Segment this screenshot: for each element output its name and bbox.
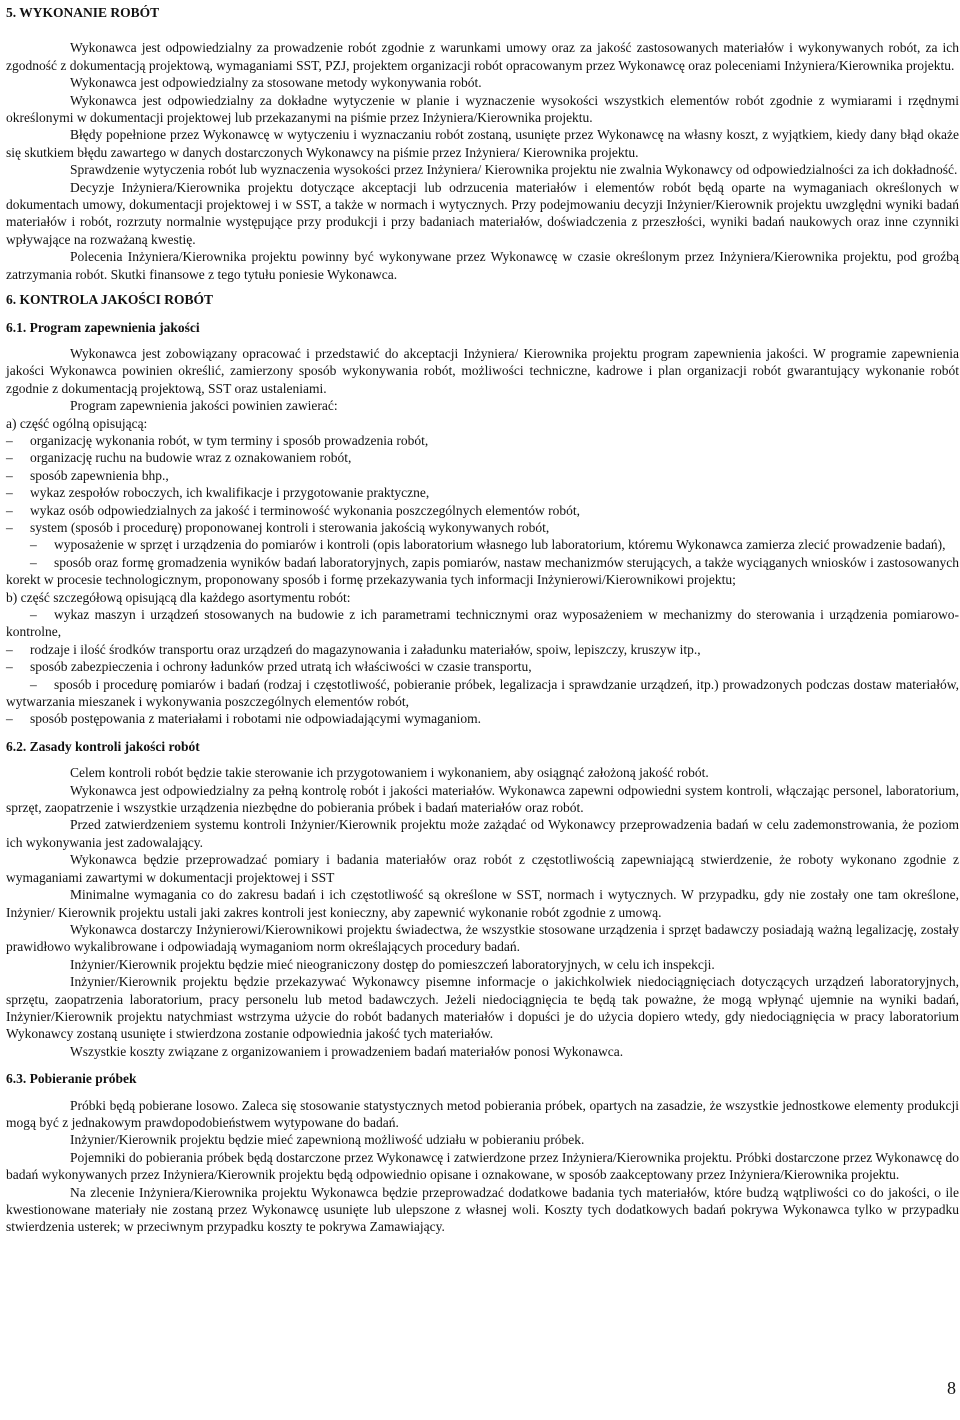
- list-item: – wykaz osób odpowiedzialnych za jakość i terminowość wykonania poszczególnych elementów robót,: [6, 502, 959, 519]
- paragraph: Decyzje Inżyniera/Kierownika projektu dotyczące akceptacji lub odrzucenia materiałów i elementów robót będą oparte na wymaganiach określonych w dokumentach umowy, dokumentacji projektowej i w SST, a także w normach i wytycznych. Przy podejmowaniu decyzji Inżynier/Kierownik projektu uwzględni wyniki badań materiałów i robót, rozrzuty normalnie występujące przy produkcji i przy badaniach materiałów, doświadczenia z przeszłości, wyniki badań naukowych oraz inne czynniki wpływające na rozważaną kwestię.: [6, 179, 959, 247]
- paragraph: Przed zatwierdzeniem systemu kontroli Inżynier/Kierownik projektu może zażądać od Wykonawcy przeprowadzenia badań w celu zademonstrowania, że poziom ich wykonywania jest zadowalający.: [6, 817, 959, 850]
- list-item: – rodzaje i ilość środków transportu oraz urządzeń do magazynowania i załadunku materiałów, spoiw, lepiszczy, kruszyw itp.,: [6, 641, 959, 658]
- subsection-6-3-heading: 6.3. Pobieranie próbek: [6, 1071, 137, 1087]
- subsection-6-1-heading: 6.1. Program zapewnienia jakości: [6, 319, 200, 335]
- subsection-6-2-heading: 6.2. Zasady kontroli jakości robót: [6, 738, 200, 754]
- paragraph: Błędy popełnione przez Wykonawcę w wytyczeniu i wyznaczaniu robót zostaną, usunięte przez Wykonawcę na własny koszt, z wyjątkiem, kiedy dany błąd okaże się skutkiem błędu zawartego w danych dostarczonych Wykonawcy na piśmie przez Inżyniera/ Kierownika projektu.: [6, 127, 959, 160]
- paragraph: Wykonawca jest odpowiedzialny za dokładne wytyczenie w planie i wyznaczenie wysokości wszystkich elementów robót zgodnie z wymiarami i rzędnymi określonymi w dokumentacji projektowej lub przekazanymi na piśmie przez Inżyniera/Kierownika projektu.: [6, 92, 959, 126]
- list-item: – organizację wykonania robót, w tym terminy i sposób prowadzenia robót,: [6, 432, 959, 449]
- page-number: 8: [947, 1378, 956, 1398]
- section-5-heading: 5. WYKONANIE ROBÓT: [6, 5, 160, 20]
- paragraph: Celem kontroli robót będzie takie sterowanie ich przygotowaniem i wykonaniem, aby osiągnąć założoną jakość robót.: [70, 765, 709, 781]
- paragraph: Na zlecenie Inżyniera/Kierownika projektu Wykonawca będzie przeprowadzać dodatkowe badania tych materiałów, które budzą wątpliwości co do jakości, o ile kwestionowane materiały nie zostaną przez Wykonawcę usunięte lub ulepszone z własnej woli. Koszty tych dodatkowych badań pokrywa Wykonawca tylko w przypadku stwierdzenia usterek; w przeciwnym przypadku koszty te pokrywa Zamawiający.: [6, 1184, 959, 1235]
- paragraph: Próbki będą pobierane losowo. Zaleca się stosowanie statystycznych metod pobierania próbek, opartych na zasadzie, że wszystkie jednostkowe elementy produkcji mogą być z jednakowym prawdopodobieństwem wytypowane do badań.: [6, 1097, 959, 1130]
- list-item: – sposób zabezpieczenia i ochrony ładunków przed utratą ich właściwości w czasie transportu,: [6, 658, 959, 675]
- paragraph: Minimalne wymagania co do zakresu badań i ich częstotliwość są określone w SST, normach i wytycznych. W przypadku, gdy nie zostały one tam określone, Inżynier/ Kierownik projektu ustali jaki zakres kontroli jest konieczny, aby zapewnić wykonanie robót zgodnie z umową.: [6, 887, 959, 920]
- list-heading-b: b) część szczegółową opisującą dla każdego asortymentu robót:: [6, 589, 351, 605]
- paragraph: Pojemniki do pobierania próbek będą dostarczone przez Wykonawcę i zatwierdzone przez Inżyniera/Kierownika projektu. Próbki dostarczone przez Wykonawcę do badań wykonywanych przez Inżyniera/Kierownik projektu będą odpowiednio opisane i oznakowane, w sposób zaakceptowany przez Inżyniera/Kierownika projektu.: [6, 1149, 959, 1183]
- list-heading-a: a) część ogólną opisującą:: [6, 415, 148, 431]
- paragraph: Wykonawca jest odpowiedzialny za pełną kontrolę robót i jakości materiałów. Wykonawca zapewni odpowiedni system kontroli, włączając personel, laboratorium, sprzęt, zaopatrzenie i wszystkie urządzenia niezbędne do pobierania próbek i badań materiałów oraz robót.: [6, 782, 959, 816]
- list-item: – sposób postępowania z materiałami i robotami nie odpowiadającymi wymaganiom.: [6, 710, 959, 727]
- paragraph: Inżynier/Kierownik projektu będzie przekazywać Wykonawcy pisemne informacje o jakichkolwiek niedociągnięciach dotyczących urządzeń laboratoryjnych, sprzętu, zaopatrzenia laboratorium, pracy personelu lub metod badawczych. Jeżeli niedociągnięcia te będą tak poważne, że mogą wpłynąć ujemnie na wyniki badań, Inżynier/Kierownik projektu natychmiast wstrzyma użycie do robót badanych materiałów i dopuści je do użycia dopiero wtedy, gdy niedociągnięcia w pracy laboratorium Wykonawcy zostaną usunięte i stwierdzona zostanie odpowiednia jakość tych materiałów.: [6, 974, 959, 1042]
- paragraph: Wykonawca jest odpowiedzialny za prowadzenie robót zgodnie z warunkami umowy oraz za jakość zastosowanych materiałów i wykonywanych robót, za ich zgodność z dokumentacją projektową, wymaganiami SST, PZJ, projektem organizacji robót opracowanym przez Wykonawcę oraz poleceniami Inżyniera/Kierownika projektu.: [6, 40, 959, 73]
- paragraph: Wykonawca będzie przeprowadzać pomiary i badania materiałów oraz robót z częstotliwością zapewniającą stwierdzenie, że roboty wykonano zgodnie z wymaganiami zawartymi w dokumentacji projektowej i SST: [6, 852, 959, 885]
- paragraph: Wszystkie koszty związane z organizowaniem i prowadzeniem badań materiałów ponosi Wykonawca.: [70, 1043, 624, 1059]
- list-item: – wykaz zespołów roboczych, ich kwalifikacje i przygotowanie praktyczne,: [6, 484, 959, 501]
- paragraph: Wykonawca jest odpowiedzialny za stosowane metody wykonywania robót.: [70, 75, 482, 91]
- list-item: – sposób oraz formę gromadzenia wyników badań laboratoryjnych, zapis pomiarów, nastaw mechanizmów sterujących, a także wyciąganych wniosków i zastosowanych korekt w procesie technologicznym, proponowany sposób i formę przekazywania tych informacji Inżynierowi/Kierownikowi projektu;: [6, 554, 959, 589]
- paragraph: Inżynier/Kierownik projektu będzie mieć zapewnioną możliwość udziału w pobieraniu próbek.: [70, 1132, 585, 1148]
- paragraph: Polecenia Inżyniera/Kierownika projektu powinny być wykonywane przez Wykonawcę w czasie określonym przez Inżyniera/Kierownika projektu, pod groźbą zatrzymania robót. Skutki finansowe z tego tytułu poniesie Wykonawca.: [6, 249, 959, 282]
- list-item: – sposób i procedurę pomiarów i badań (rodzaj i częstotliwość, pobieranie próbek, legalizacja i sprawdzanie urządzeń, itp.) prowadzonych podczas dostaw materiałów, wytwarzania mieszanek i wykonywania poszczególnych elementów robót,: [6, 676, 959, 711]
- paragraph: Inżynier/Kierownik projektu będzie mieć nieograniczony dostęp do pomieszczeń laboratoryjnych, w celu ich inspekcji.: [70, 956, 715, 972]
- paragraph: Wykonawca dostarczy Inżynierowi/Kierownikowi projektu świadectwa, że wszystkie stosowane urządzenia i sprzęt badawczy posiadają ważną legalizację, zostały prawidłowo wykalibrowane i odpowiadają wymaganiom norm określających procedury badań.: [6, 921, 959, 955]
- paragraph: Wykonawca jest zobowiązany opracować i przedstawić do akceptacji Inżyniera/ Kierownika projektu program zapewnienia jakości. W programie zapewnienia jakości Wykonawca powinien określić, zamierzony sposób wykonywania robót, możliwości techniczne, kadrowe i plan organizacji robót gwarantujący wykonanie robót zgodnie z dokumentacją projektową, SST oraz ustaleniami.: [6, 345, 959, 396]
- list-item: – organizację ruchu na budowie wraz z oznakowaniem robót,: [6, 449, 959, 466]
- list-item: – system (sposób i procedurę) proponowanej kontroli i sterowania jakością wykonywanych robót,: [6, 519, 959, 536]
- section-6-heading: 6. KONTROLA JAKOŚCI ROBÓT: [6, 292, 214, 308]
- paragraph: Sprawdzenie wytyczenia robót lub wyznaczenia wysokości przez Inżyniera/ Kierownika projektu nie zwalnia Wykonawcy od odpowiedzialności za ich dokładność.: [70, 162, 958, 178]
- document-page: [6, 4, 959, 1236]
- list-item: – wykaz maszyn i urządzeń stosowanych na budowie z ich parametrami technicznymi oraz wyposażeniem w mechanizmy do sterowania i urządzenia pomiarowo-kontrolne,: [6, 606, 959, 641]
- paragraph: Program zapewnienia jakości powinien zawierać:: [70, 398, 338, 414]
- list-item: – sposób zapewnienia bhp.,: [6, 467, 959, 484]
- list-item: – wyposażenie w sprzęt i urządzenia do pomiarów i kontroli (opis laboratorium własnego lub laboratorium, któremu Wykonawca zamierza zlecić prowadzenie badań),: [6, 536, 959, 553]
